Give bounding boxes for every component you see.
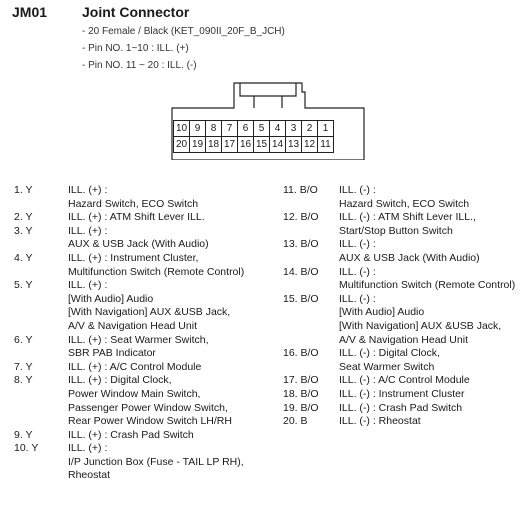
- pin-entry-line: [283, 238, 515, 252]
- pin-entry-line: [0, 293, 244, 307]
- pin-number: 2. Y: [14, 211, 33, 224]
- pin-description: AUX & USB Jack (With Audio): [68, 238, 209, 251]
- pin-description: ILL. (+) :: [68, 279, 108, 292]
- pin-cell: 12: [302, 137, 318, 153]
- pin-description: A/V & Navigation Head Unit: [339, 333, 468, 346]
- pin-entry-line: [0, 456, 244, 470]
- pin-number: 15. B/O: [283, 292, 319, 305]
- pin-description: AUX & USB Jack (With Audio): [339, 251, 480, 264]
- pin-entry-line: [283, 415, 515, 429]
- pin-number: 3. Y: [14, 224, 33, 237]
- connector-title: Joint Connector: [82, 4, 190, 20]
- pin-number: 11. B/O: [283, 184, 318, 196]
- pin-cell: 2: [302, 121, 318, 137]
- pin-description: A/V & Navigation Head Unit: [68, 319, 197, 332]
- pin-list-right: [283, 184, 515, 429]
- pin-description: SBR PAB Indicator: [68, 347, 156, 360]
- pin-description: ILL. (+) : Digital Clock,: [68, 374, 172, 387]
- pin-description: Rheostat: [68, 469, 111, 482]
- pin-description: Hazard Switch, ECO Switch: [68, 197, 199, 210]
- pin-entry-line: [283, 198, 515, 212]
- pin-entry-line: [283, 184, 515, 198]
- pin-description: Start/Stop Button Switch: [339, 224, 453, 237]
- pin-entry-line: [0, 361, 244, 375]
- pin-number: 1. Y: [14, 184, 33, 196]
- pin-number: 17. B/O: [283, 374, 319, 387]
- spec-line-pins-plus: - Pin NO. 1~10 : ILL. (+): [82, 43, 189, 54]
- pin-entry-line: [0, 225, 244, 239]
- pin-cell: 18: [206, 137, 222, 153]
- pin-entry-line: [0, 374, 244, 388]
- pin-description: ILL. (-) :: [339, 238, 376, 251]
- pin-number: 12. B/O: [283, 211, 319, 224]
- pin-entry-line: [0, 252, 244, 266]
- pin-description: ILL. (-) : Crash Pad Switch: [339, 401, 463, 414]
- pin-entry-line: [283, 293, 515, 307]
- pin-entry-line: [0, 415, 244, 429]
- pin-cell: 19: [190, 137, 206, 153]
- pin-number: 19. B/O: [283, 401, 319, 414]
- pin-entry-line: [0, 347, 244, 361]
- pin-entry-line: [0, 402, 244, 416]
- pin-cell: 6: [238, 121, 254, 137]
- pin-number: 18. B/O: [283, 387, 319, 400]
- pin-description: ILL. (-) : Rheostat: [339, 415, 421, 428]
- pin-cell: 17: [222, 137, 238, 153]
- pin-entry-line: [283, 347, 515, 361]
- pin-cell: 20: [174, 137, 190, 153]
- pin-entry-line: [0, 238, 244, 252]
- pin-entry-line: [0, 320, 244, 334]
- pin-description: [With Audio] Audio: [339, 306, 425, 319]
- pin-description: ILL. (+) : A/C Control Module: [68, 360, 202, 373]
- pin-description: ILL. (-) :: [339, 265, 376, 278]
- pin-entry-line: [0, 266, 244, 280]
- pin-cell: 9: [190, 121, 206, 137]
- pin-number: 14. B/O: [283, 265, 319, 278]
- pin-number: 13. B/O: [283, 238, 319, 251]
- pin-entry-line: [0, 334, 244, 348]
- pin-description: Power Window Main Switch,: [68, 387, 201, 400]
- pin-description: ILL. (-) : Instrument Cluster: [339, 387, 465, 400]
- pin-cell: 7: [222, 121, 238, 137]
- pin-description: ILL. (+) : Seat Warmer Switch,: [68, 333, 209, 346]
- pin-row-top: [174, 121, 334, 137]
- pin-number: 5. Y: [14, 279, 33, 292]
- pin-entry-line: [283, 388, 515, 402]
- spec-line-pins-minus: - Pin NO. 11 ~ 20 : ILL. (-): [82, 60, 197, 71]
- pin-description: Passenger Power Window Switch,: [68, 401, 228, 414]
- pin-entry-line: [0, 306, 244, 320]
- pin-cell: 3: [286, 121, 302, 137]
- pin-number: 10. Y: [14, 442, 39, 455]
- pin-cell: 4: [270, 121, 286, 137]
- pin-description: Multifunction Switch (Remote Control): [68, 265, 245, 278]
- pin-number: 9. Y: [14, 428, 33, 441]
- pin-description: ILL. (-) :: [339, 292, 376, 305]
- pin-cell: 11: [318, 137, 334, 153]
- pin-description: ILL. (+) :: [68, 224, 108, 237]
- pin-cell: 1: [318, 121, 334, 137]
- pin-description: I/P Junction Box (Fuse - TAIL LP RH),: [68, 455, 244, 468]
- pin-entry-line: [283, 252, 515, 266]
- pin-description: [With Navigation] AUX &USB Jack,: [339, 319, 502, 332]
- pin-entry-line: [0, 429, 244, 443]
- pin-description: Hazard Switch, ECO Switch: [339, 197, 470, 210]
- pin-cell: 13: [286, 137, 302, 153]
- pin-entry-line: [0, 442, 244, 456]
- pin-description: Rear Power Window Switch LH/RH: [68, 415, 232, 428]
- pin-cell: 15: [254, 137, 270, 153]
- pin-list-left: [0, 184, 244, 483]
- pin-entry-line: [283, 306, 515, 320]
- pin-entry-line: [283, 279, 515, 293]
- pin-entry-line: [283, 402, 515, 416]
- pin-cell: 5: [254, 121, 270, 137]
- pin-cell: 14: [270, 137, 286, 153]
- pin-number: 4. Y: [14, 251, 33, 264]
- pin-entry-line: [0, 279, 244, 293]
- connector-id: JM01: [12, 4, 48, 20]
- pin-description: [With Audio] Audio: [68, 292, 154, 305]
- pin-entry-line: [0, 388, 244, 402]
- pin-description: ILL. (+) :: [68, 442, 108, 455]
- pin-entry-line: [283, 266, 515, 280]
- pin-entry-line: [0, 211, 244, 225]
- pin-description: Multifunction Switch (Remote Control): [339, 279, 516, 292]
- pin-entry-line: [283, 361, 515, 375]
- pin-cell: 8: [206, 121, 222, 137]
- pin-number: 20. B: [283, 415, 308, 428]
- pin-entry-line: [283, 374, 515, 388]
- pin-cell: 10: [174, 121, 190, 137]
- pin-description: ILL. (+) : Instrument Cluster,: [68, 251, 199, 264]
- pin-number: 16. B/O: [283, 347, 319, 360]
- pin-description: ILL. (-) : A/C Control Module: [339, 374, 470, 387]
- pin-description: ILL. (+) : ATM Shift Lever ILL.: [68, 211, 205, 224]
- pin-description: Seat Warmer Switch: [339, 360, 435, 373]
- pin-entry-line: [283, 211, 515, 225]
- pin-number: 7. Y: [14, 360, 33, 373]
- pin-entry-line: [0, 469, 244, 483]
- pin-entry-line: [283, 225, 515, 239]
- pin-entry-line: [0, 184, 244, 198]
- spec-line-type: - 20 Female / Black (KET_090II_20F_B_JCH): [82, 26, 285, 37]
- pin-number: 8. Y: [14, 374, 33, 387]
- pin-number: 6. Y: [14, 333, 33, 346]
- pin-row-bottom: [174, 137, 334, 153]
- pin-entry-line: [283, 334, 515, 348]
- pin-cell: 16: [238, 137, 254, 153]
- pin-entry-line: [0, 198, 244, 212]
- pin-description: [With Navigation] AUX &USB Jack,: [68, 306, 231, 319]
- pin-description: ILL. (-) : ATM Shift Lever ILL.,: [339, 211, 476, 224]
- pin-description: ILL. (-) :: [339, 184, 376, 196]
- pin-entry-line: [283, 320, 515, 334]
- pin-description: ILL. (+) : Crash Pad Switch: [68, 428, 194, 441]
- pin-description: ILL. (+) :: [68, 184, 108, 196]
- pin-description: ILL. (-) : Digital Clock,: [339, 347, 440, 360]
- connector-pin-grid: [173, 120, 334, 153]
